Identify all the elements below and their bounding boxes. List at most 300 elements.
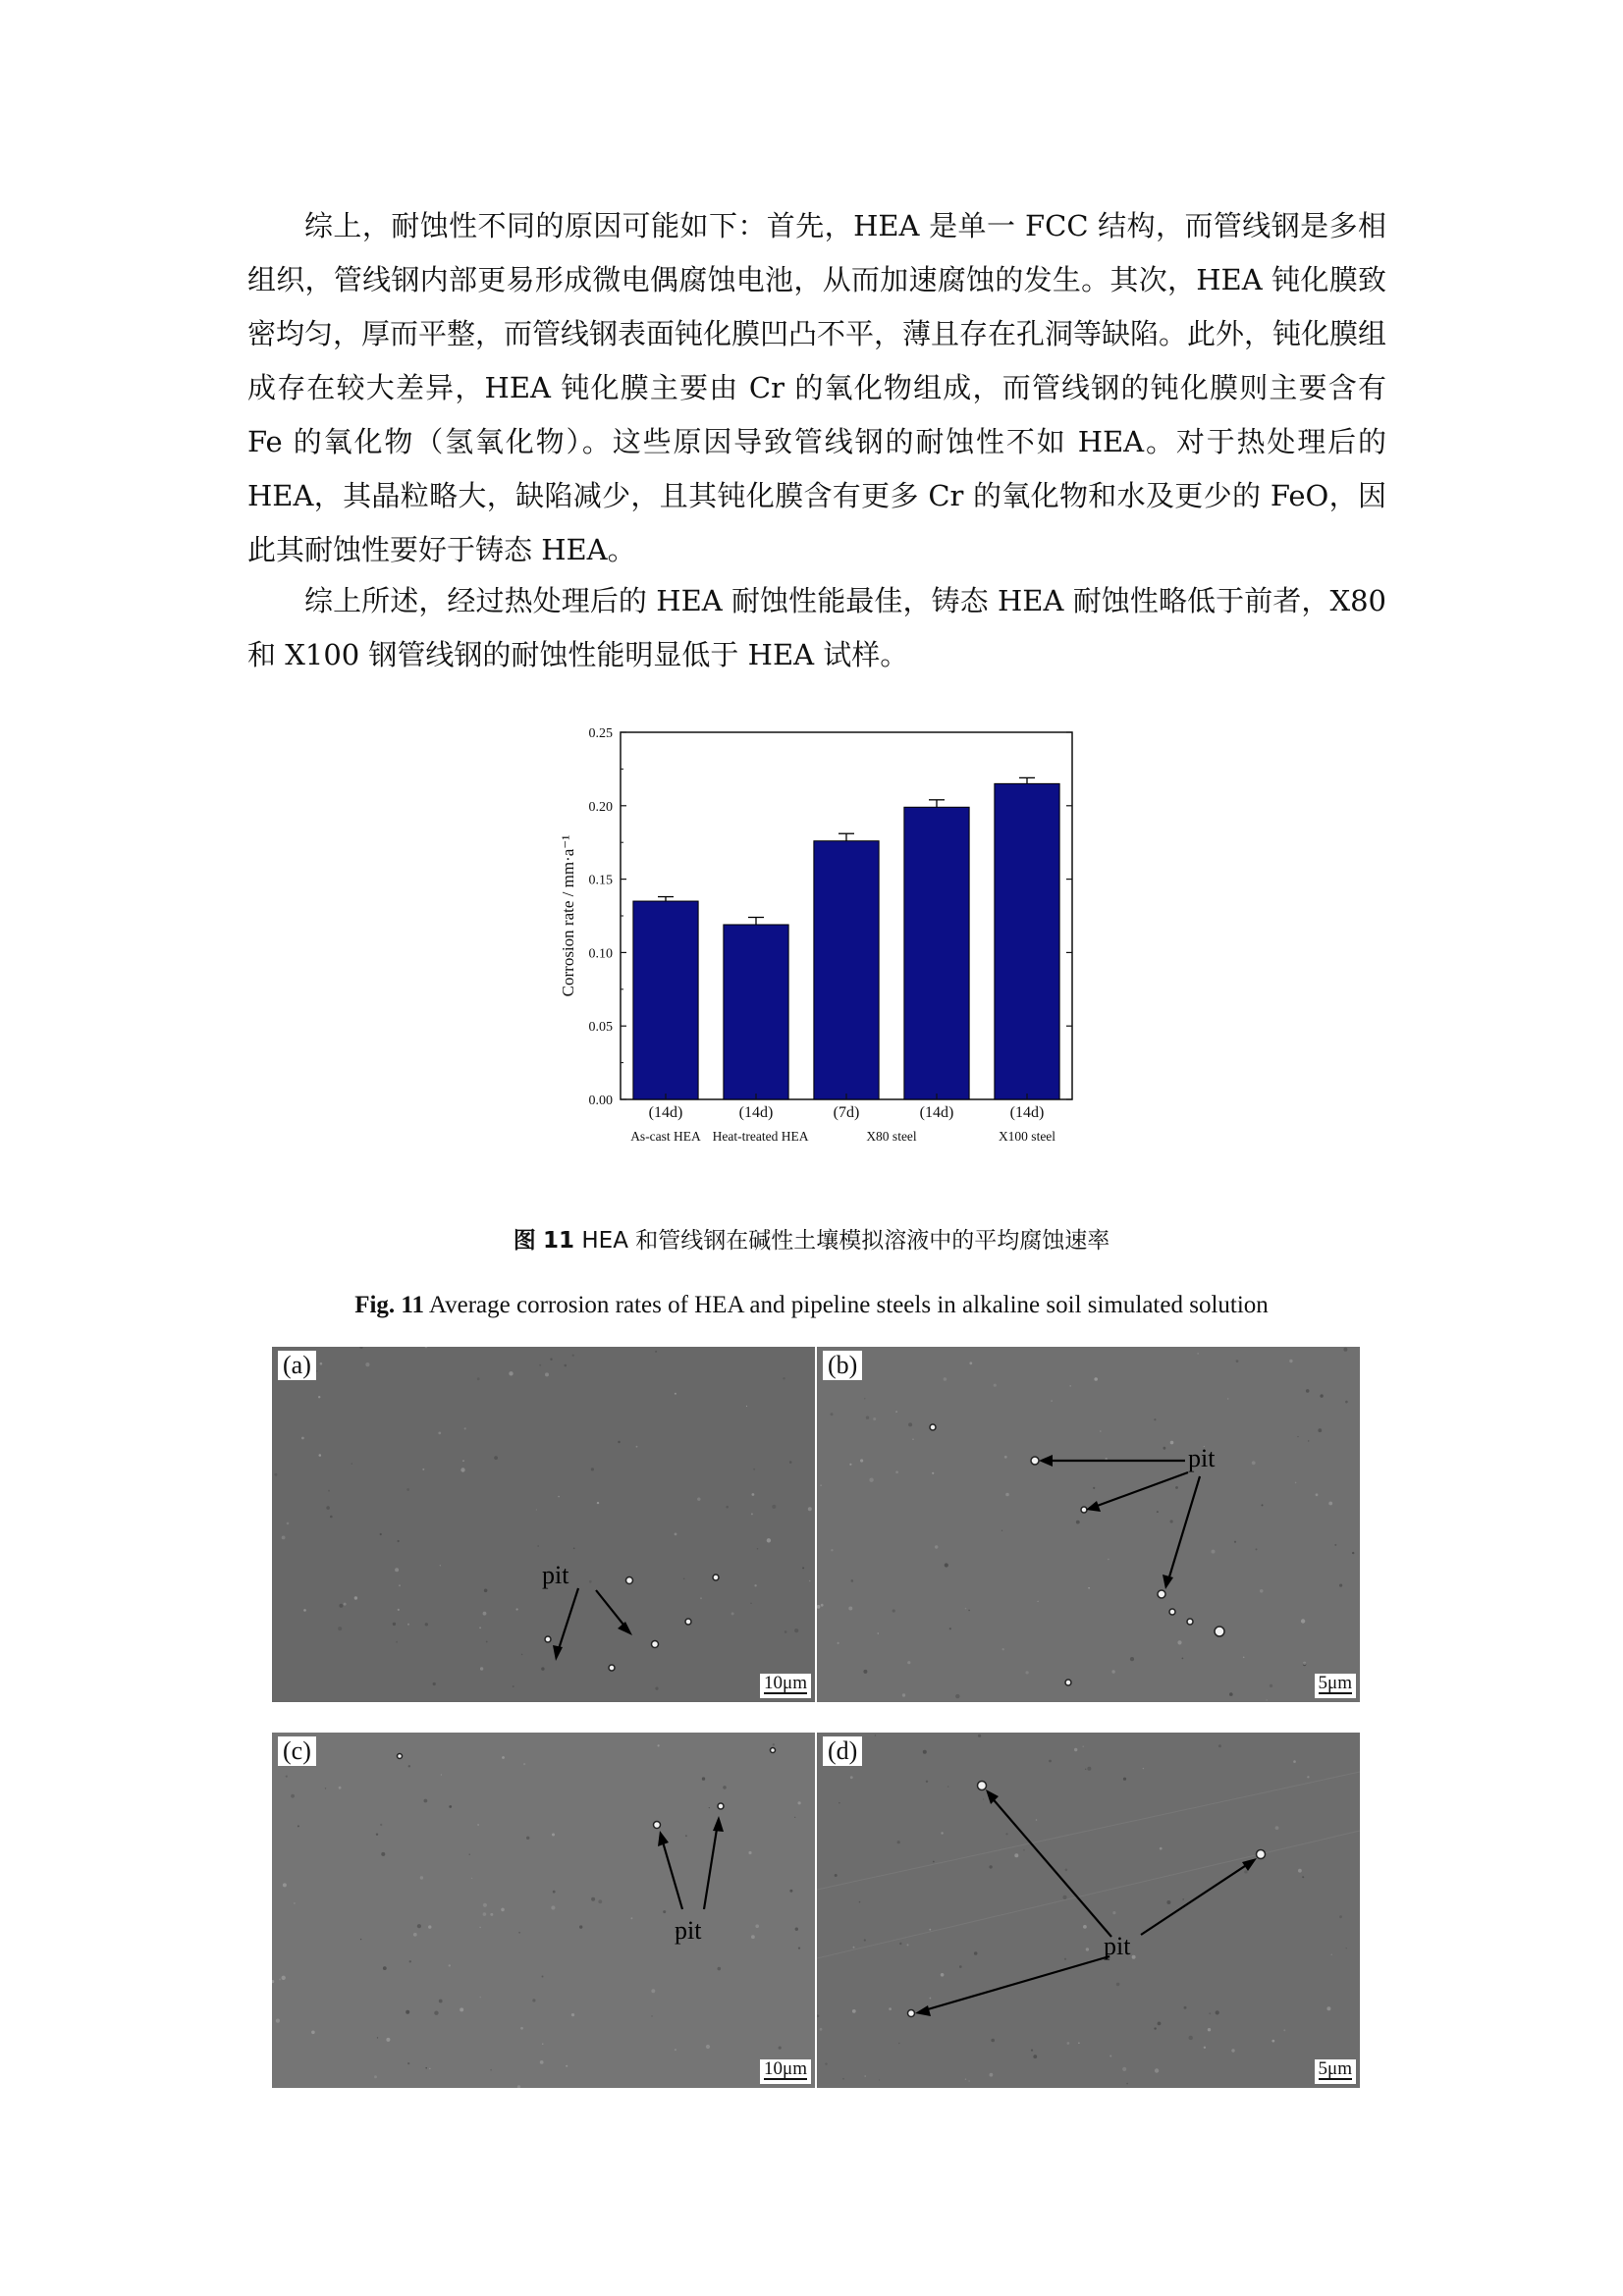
- texture-speck: [651, 1989, 655, 1993]
- texture-speck: [441, 1774, 442, 1775]
- texture-speck: [1271, 2040, 1274, 2043]
- caption-en-prefix: Fig.: [354, 1292, 396, 1318]
- texture-speck: [933, 1861, 935, 1863]
- texture-speck: [1069, 1385, 1071, 1387]
- texture-speck: [1234, 1541, 1236, 1543]
- texture-speck: [1244, 1870, 1247, 1873]
- texture-speck: [365, 1362, 369, 1366]
- texture-speck: [407, 1624, 409, 1626]
- texture-speck: [784, 1630, 787, 1633]
- texture-speck: [1166, 1900, 1170, 1904]
- texture-speck: [490, 2069, 492, 2071]
- texture-speck: [912, 1439, 913, 1440]
- texture-speck: [318, 1396, 320, 1398]
- texture-speck: [1076, 1521, 1080, 1524]
- texture-speck: [1005, 1833, 1007, 1835]
- texture-speck: [1074, 1748, 1077, 1751]
- texture-speck: [908, 1422, 912, 1426]
- texture-speck: [477, 1377, 480, 1380]
- texture-speck: [386, 2038, 390, 2042]
- y-tick-label: 0.05: [588, 1020, 613, 1036]
- texture-speck: [573, 1548, 575, 1550]
- paragraph-1: 综上，耐蚀性不同的原因可能如下：首先，HEA 是单一 FCC 结构，而管线钢是多相组织，管线钢内部更易形成微电偶腐蚀电池，从而加速腐蚀的发生。其次，HEA 钝化膜致密均匀，厚而平整，而管线钢表面钝化膜凹凸不平，薄且存在孔洞等缺陷。此外，钝化膜组成存在较大差异，HEA 钝化膜主要由 Cr 的氧化物组成，而管线钢的钝化膜则主要含有 Fe 的氧化物（氢氧化物）。这些原因导致管线钢的耐蚀性不如 HEA。对于热处理后的 HEA，其晶粒略大，缺陷减少，且其钝化膜含有更多 Cr 的氧化物和水及更少的 FeO，因此其耐蚀性要好于铸态 HEA。: [247, 209, 1387, 566]
- texture-speck: [406, 2010, 409, 2014]
- texture-speck: [579, 1925, 582, 1928]
- texture-speck: [521, 1654, 523, 1656]
- texture-speck: [838, 1642, 839, 1644]
- texture-speck: [518, 1932, 520, 1934]
- texture-speck: [532, 1999, 535, 2002]
- texture-speck: [1331, 1954, 1332, 1955]
- texture-speck: [1256, 1548, 1258, 1550]
- scale-bar-c-text: 10μm: [764, 2058, 807, 2079]
- pit-annotation-c: pit: [675, 1916, 702, 1945]
- texture-speck: [1087, 1767, 1091, 1771]
- texture-speck: [420, 1876, 423, 1879]
- texture-speck: [320, 1362, 323, 1365]
- bar: [904, 807, 969, 1099]
- texture-speck: [552, 1834, 555, 1837]
- texture-speck: [376, 1834, 378, 1836]
- texture-speck: [1306, 1389, 1310, 1393]
- scale-bar-a-text: 10μm: [764, 1673, 807, 1693]
- texture-speck: [907, 1944, 909, 1946]
- scale-bar-a: [760, 1674, 811, 1698]
- texture-speck: [697, 1498, 700, 1501]
- texture-speck: [706, 2045, 710, 2049]
- texture-speck: [1334, 1544, 1336, 1546]
- bar: [995, 783, 1059, 1099]
- texture-speck: [702, 1777, 705, 1780]
- texture-speck: [1307, 1776, 1309, 1778]
- texture-speck: [750, 1603, 751, 1604]
- texture-speck: [566, 2065, 568, 2067]
- texture-speck: [1339, 1915, 1342, 1918]
- texture-speck: [944, 1377, 947, 1381]
- texture-speck: [1109, 2056, 1111, 2057]
- texture-speck: [425, 2067, 427, 2069]
- texture-speck: [965, 1608, 966, 1609]
- texture-speck: [486, 1641, 488, 1643]
- texture-speck: [978, 1735, 981, 1737]
- category-label: As-cast HEA: [630, 1129, 701, 1144]
- texture-speck: [1051, 1400, 1053, 1402]
- texture-speck: [991, 2039, 995, 2043]
- texture-speck: [989, 1865, 992, 1868]
- texture-speck: [1064, 1958, 1066, 1960]
- texture-speck: [1158, 2022, 1162, 2026]
- texture-speck: [316, 1370, 318, 1372]
- texture-speck: [301, 1437, 304, 1440]
- texture-speck: [907, 1661, 910, 1664]
- texture-speck: [516, 1608, 518, 1610]
- texture-speck: [1189, 2036, 1193, 2040]
- texture-speck: [1308, 1440, 1309, 1441]
- texture-speck: [399, 1584, 401, 1586]
- texture-speck: [895, 1470, 898, 1473]
- texture-speck: [494, 1456, 498, 1460]
- texture-speck: [1083, 1925, 1087, 1929]
- texture-speck: [328, 1490, 330, 1492]
- texture-speck: [990, 2073, 994, 2077]
- texture-speck: [571, 2013, 574, 2016]
- micrograph-panel-d: [817, 1733, 1360, 2088]
- texture-speck: [808, 1507, 812, 1511]
- texture-speck: [968, 2080, 970, 2082]
- texture-speck: [751, 1513, 753, 1515]
- texture-speck: [675, 1393, 676, 1395]
- pit-annotation-a: pit: [542, 1561, 569, 1589]
- texture-speck: [754, 1584, 756, 1586]
- bars: [633, 783, 1059, 1099]
- category-label: Heat-treated HEA: [712, 1129, 809, 1144]
- texture-speck: [779, 2047, 782, 2050]
- texture-speck: [1243, 1657, 1245, 1659]
- texture-speck: [1328, 1502, 1332, 1506]
- texture-speck: [860, 1459, 863, 1462]
- micrograph-d-image: [817, 1733, 1360, 2088]
- texture-speck: [469, 1854, 470, 1855]
- texture-speck: [1295, 1482, 1297, 1484]
- texture-speck: [1126, 2083, 1128, 2085]
- texture-speck: [490, 1913, 493, 1916]
- texture-speck: [417, 1924, 421, 1928]
- texture-speck: [802, 1567, 804, 1569]
- texture-speck: [433, 1682, 436, 1685]
- texture-speck: [1184, 2006, 1187, 2009]
- texture-speck: [969, 1362, 972, 1364]
- texture-speck: [471, 1878, 472, 1879]
- texture-speck: [479, 1927, 480, 1928]
- texture-speck: [752, 1493, 755, 1496]
- y-tick-label: 0.15: [588, 873, 613, 888]
- panel-label-c: (c): [278, 1736, 316, 1766]
- texture-speck: [1067, 2042, 1070, 2045]
- texture-speck: [483, 1912, 487, 1916]
- texture-speck: [1270, 1684, 1272, 1687]
- texture-speck: [565, 1364, 568, 1367]
- texture-speck: [1031, 2050, 1033, 2052]
- texture-speck: [941, 1832, 943, 1834]
- texture-speck: [1170, 1441, 1174, 1445]
- texture-speck: [947, 1786, 949, 1788]
- texture-speck: [932, 1472, 934, 1474]
- texture-speck: [685, 1835, 687, 1837]
- texture-speck: [1100, 1430, 1102, 1432]
- texture-speck: [974, 1951, 978, 1955]
- texture-speck: [751, 1935, 755, 1939]
- texture-speck: [1154, 1418, 1156, 1420]
- caption-en-number: 11: [401, 1292, 425, 1318]
- texture-speck: [479, 1627, 481, 1629]
- texture-speck: [897, 1841, 900, 1843]
- texture-speck: [429, 2068, 430, 2069]
- texture-speck: [1065, 1869, 1068, 1872]
- texture-speck: [1023, 1849, 1025, 1851]
- scale-bar-d-text: 5μm: [1318, 2058, 1352, 2079]
- texture-speck: [354, 1596, 357, 1599]
- texture-speck: [1026, 1671, 1029, 1674]
- texture-speck: [536, 1509, 537, 1510]
- texture-speck: [1352, 1552, 1354, 1554]
- texture-speck: [879, 2079, 880, 2080]
- texture-speck: [509, 1371, 513, 1375]
- texture-speck: [360, 1939, 361, 1940]
- texture-speck: [440, 1565, 441, 1566]
- texture-speck: [1157, 1511, 1159, 1513]
- texture-speck: [1033, 2055, 1037, 2058]
- texture-speck: [1132, 1955, 1136, 1959]
- texture-speck: [553, 1891, 556, 1894]
- texture-speck: [864, 1398, 865, 1399]
- texture-speck: [1227, 1398, 1228, 1399]
- texture-speck: [1130, 1657, 1134, 1661]
- texture-speck: [863, 1670, 867, 1674]
- texture-speck: [866, 1416, 869, 1419]
- texture-speck: [279, 1979, 281, 1981]
- texture-speck: [718, 1967, 722, 1971]
- caption-en-text: Average corrosion rates of HEA and pipeline steels in alkaline soil simulated solution: [428, 1292, 1269, 1318]
- texture-speck: [746, 1406, 747, 1407]
- texture-speck: [477, 1824, 479, 1826]
- texture-speck: [798, 1948, 800, 1949]
- micrograph-panel-c: [272, 1733, 815, 2088]
- texture-speck: [1339, 1584, 1342, 1587]
- texture-speck: [731, 1612, 734, 1615]
- texture-speck: [1252, 1461, 1256, 1465]
- texture-speck: [381, 1852, 385, 1856]
- texture-speck: [283, 1883, 287, 1887]
- scale-bar-b: [1315, 1674, 1356, 1698]
- texture-speck: [303, 1609, 306, 1612]
- texture-speck: [748, 1851, 751, 1854]
- texture-speck: [1005, 1493, 1009, 1497]
- texture-speck: [968, 1610, 970, 1612]
- duration-label: (7d): [833, 1104, 860, 1121]
- texture-speck: [1289, 1360, 1292, 1362]
- texture-speck: [809, 1580, 811, 1582]
- texture-speck: [339, 1787, 342, 1789]
- texture-speck: [425, 1347, 428, 1348]
- texture-speck: [352, 1463, 353, 1465]
- texture-speck: [1298, 1869, 1302, 1873]
- texture-speck: [1343, 1348, 1347, 1352]
- texture-speck: [1297, 1436, 1298, 1437]
- texture-speck: [869, 1478, 873, 1482]
- texture-speck: [1170, 1520, 1173, 1522]
- texture-speck: [1175, 1486, 1178, 1489]
- texture-speck: [821, 1604, 824, 1607]
- texture-speck: [542, 2043, 544, 2045]
- texture-speck: [789, 1461, 792, 1464]
- corrosion-rate-bar-chart: [550, 715, 1080, 1166]
- texture-speck: [798, 1801, 801, 1804]
- texture-speck: [540, 2060, 544, 2064]
- texture-speck: [1208, 2028, 1211, 2031]
- texture-speck: [1082, 1745, 1084, 1747]
- texture-speck: [424, 1799, 428, 1803]
- texture-speck: [941, 1973, 945, 1977]
- pit-annotation-b: pit: [1188, 1444, 1216, 1472]
- micrograph-a-image: [272, 1347, 815, 1702]
- texture-speck: [545, 1372, 549, 1376]
- texture-speck: [434, 2011, 438, 2015]
- texture-speck: [1316, 1493, 1319, 1496]
- texture-speck: [636, 1446, 638, 1448]
- texture-speck: [723, 1786, 727, 1789]
- texture-speck: [1093, 1487, 1095, 1489]
- texture-speck: [899, 1943, 901, 1945]
- texture-speck: [1078, 2042, 1080, 2044]
- texture-speck: [825, 2062, 827, 2064]
- panel-label-d: (d): [823, 1736, 862, 1766]
- duration-label: (14d): [648, 1104, 683, 1121]
- texture-speck: [398, 1609, 400, 1611]
- bar: [814, 841, 879, 1099]
- scale-bar-c: [760, 2059, 811, 2084]
- texture-speck: [383, 1966, 387, 1970]
- texture-speck: [1303, 1662, 1306, 1665]
- texture-speck: [1318, 1428, 1322, 1432]
- texture-speck: [526, 1837, 529, 1840]
- texture-speck: [425, 1623, 428, 1626]
- texture-speck: [852, 2009, 856, 2013]
- texture-speck: [864, 1939, 866, 1941]
- texture-speck: [1094, 1377, 1098, 1381]
- texture-speck: [408, 1765, 410, 1767]
- texture-speck: [1085, 1769, 1086, 1770]
- y-tick-label: 0.00: [588, 1094, 613, 1108]
- texture-speck: [325, 1788, 326, 1789]
- texture-speck: [319, 1454, 322, 1457]
- texture-speck: [655, 1351, 657, 1353]
- texture-speck: [276, 2019, 280, 2023]
- texture-speck: [1036, 1819, 1038, 1821]
- texture-speck: [1275, 1826, 1279, 1830]
- texture-speck: [1266, 1699, 1267, 1700]
- texture-speck: [359, 1347, 362, 1349]
- texture-speck: [949, 1628, 951, 1629]
- texture-speck: [287, 1522, 290, 1525]
- texture-speck: [483, 1903, 487, 1907]
- texture-speck: [848, 1607, 852, 1611]
- caption-cn-prefix: 图: [513, 1228, 536, 1254]
- texture-speck: [395, 1568, 399, 1572]
- texture-speck: [794, 1817, 795, 1818]
- texture-speck: [859, 1901, 861, 1903]
- texture-speck: [1301, 1619, 1305, 1623]
- micrograph-c-image: [272, 1733, 815, 2088]
- texture-speck: [550, 1359, 552, 1361]
- texture-speck: [274, 1473, 277, 1476]
- texture-speck: [339, 1604, 343, 1608]
- texture-speck: [1111, 1670, 1114, 1673]
- texture-speck: [1212, 1550, 1216, 1554]
- texture-speck: [651, 2015, 653, 2017]
- bar: [633, 901, 698, 1099]
- texture-speck: [422, 1468, 424, 1470]
- texture-speck: [1236, 1360, 1239, 1362]
- texture-speck: [1283, 2029, 1285, 2031]
- pit-annotation-d: pit: [1104, 1932, 1131, 1960]
- texture-speck: [675, 1533, 677, 1536]
- texture-speck: [551, 1905, 555, 1909]
- y-tick-label: 0.25: [588, 726, 613, 741]
- texture-speck: [1001, 1530, 1002, 1531]
- texture-speck: [663, 1910, 666, 1913]
- texture-speck: [851, 1579, 854, 1582]
- texture-speck: [1155, 2068, 1159, 2072]
- texture-speck: [589, 1580, 592, 1583]
- texture-speck: [409, 1960, 411, 1962]
- texture-speck: [462, 1460, 464, 1462]
- texture-speck: [930, 1998, 932, 2000]
- texture-speck: [1345, 1401, 1348, 1404]
- texture-speck: [820, 1484, 822, 1486]
- texture-speck: [755, 1924, 759, 1928]
- texture-speck: [374, 2075, 377, 2078]
- texture-speck: [675, 2049, 676, 2051]
- texture-speck: [831, 1549, 833, 1551]
- texture-speck: [1004, 1456, 1007, 1459]
- texture-speck: [1182, 1898, 1184, 1900]
- figure-caption-chinese: [0, 1222, 1623, 1255]
- texture-speck: [542, 1976, 544, 1978]
- texture-speck: [1177, 1640, 1181, 1644]
- texture-speck: [1062, 1896, 1066, 1899]
- texture-speck: [1123, 1778, 1126, 1781]
- texture-speck: [460, 2007, 463, 2011]
- texture-speck: [449, 1805, 452, 1808]
- y-axis-label: Corrosion rate / mm·a⁻¹: [559, 834, 577, 997]
- texture-speck: [449, 1964, 451, 1966]
- texture-speck: [517, 2085, 520, 2088]
- texture-speck: [630, 1917, 632, 1919]
- texture-speck: [817, 2014, 819, 2017]
- texture-speck: [935, 1545, 938, 1548]
- texture-speck: [757, 1548, 758, 1549]
- texture-speck: [618, 1441, 620, 1443]
- texture-speck: [396, 1641, 398, 1643]
- texture-speck: [1108, 1559, 1109, 1560]
- texture-speck: [873, 1417, 876, 1420]
- texture-speck: [1209, 2012, 1211, 2014]
- texture-speck: [795, 1928, 798, 1931]
- texture-speck: [1014, 1853, 1018, 1857]
- texture-speck: [945, 1563, 948, 1567]
- texture-speck: [1112, 1911, 1115, 1914]
- texture-speck: [683, 1578, 685, 1580]
- texture-speck: [700, 1597, 702, 1599]
- texture-speck: [1086, 1948, 1089, 1950]
- texture-speck: [1293, 1760, 1296, 1763]
- texture-speck: [597, 1502, 599, 1504]
- texture-speck: [572, 1355, 574, 1357]
- texture-speck: [484, 1589, 488, 1593]
- category-label: X100 steel: [998, 1129, 1056, 1144]
- texture-speck: [558, 1496, 560, 1498]
- scale-bar-d: [1315, 2059, 1356, 2084]
- texture-speck: [1231, 2049, 1234, 2052]
- texture-speck: [393, 1623, 396, 1626]
- texture-speck: [1116, 1983, 1120, 1987]
- texture-speck: [377, 2037, 378, 2038]
- texture-speck: [513, 1685, 514, 1687]
- texture-speck: [1037, 1601, 1038, 1602]
- texture-speck: [439, 2000, 443, 2003]
- texture-speck: [1154, 2027, 1156, 2029]
- texture-speck: [831, 1413, 834, 1415]
